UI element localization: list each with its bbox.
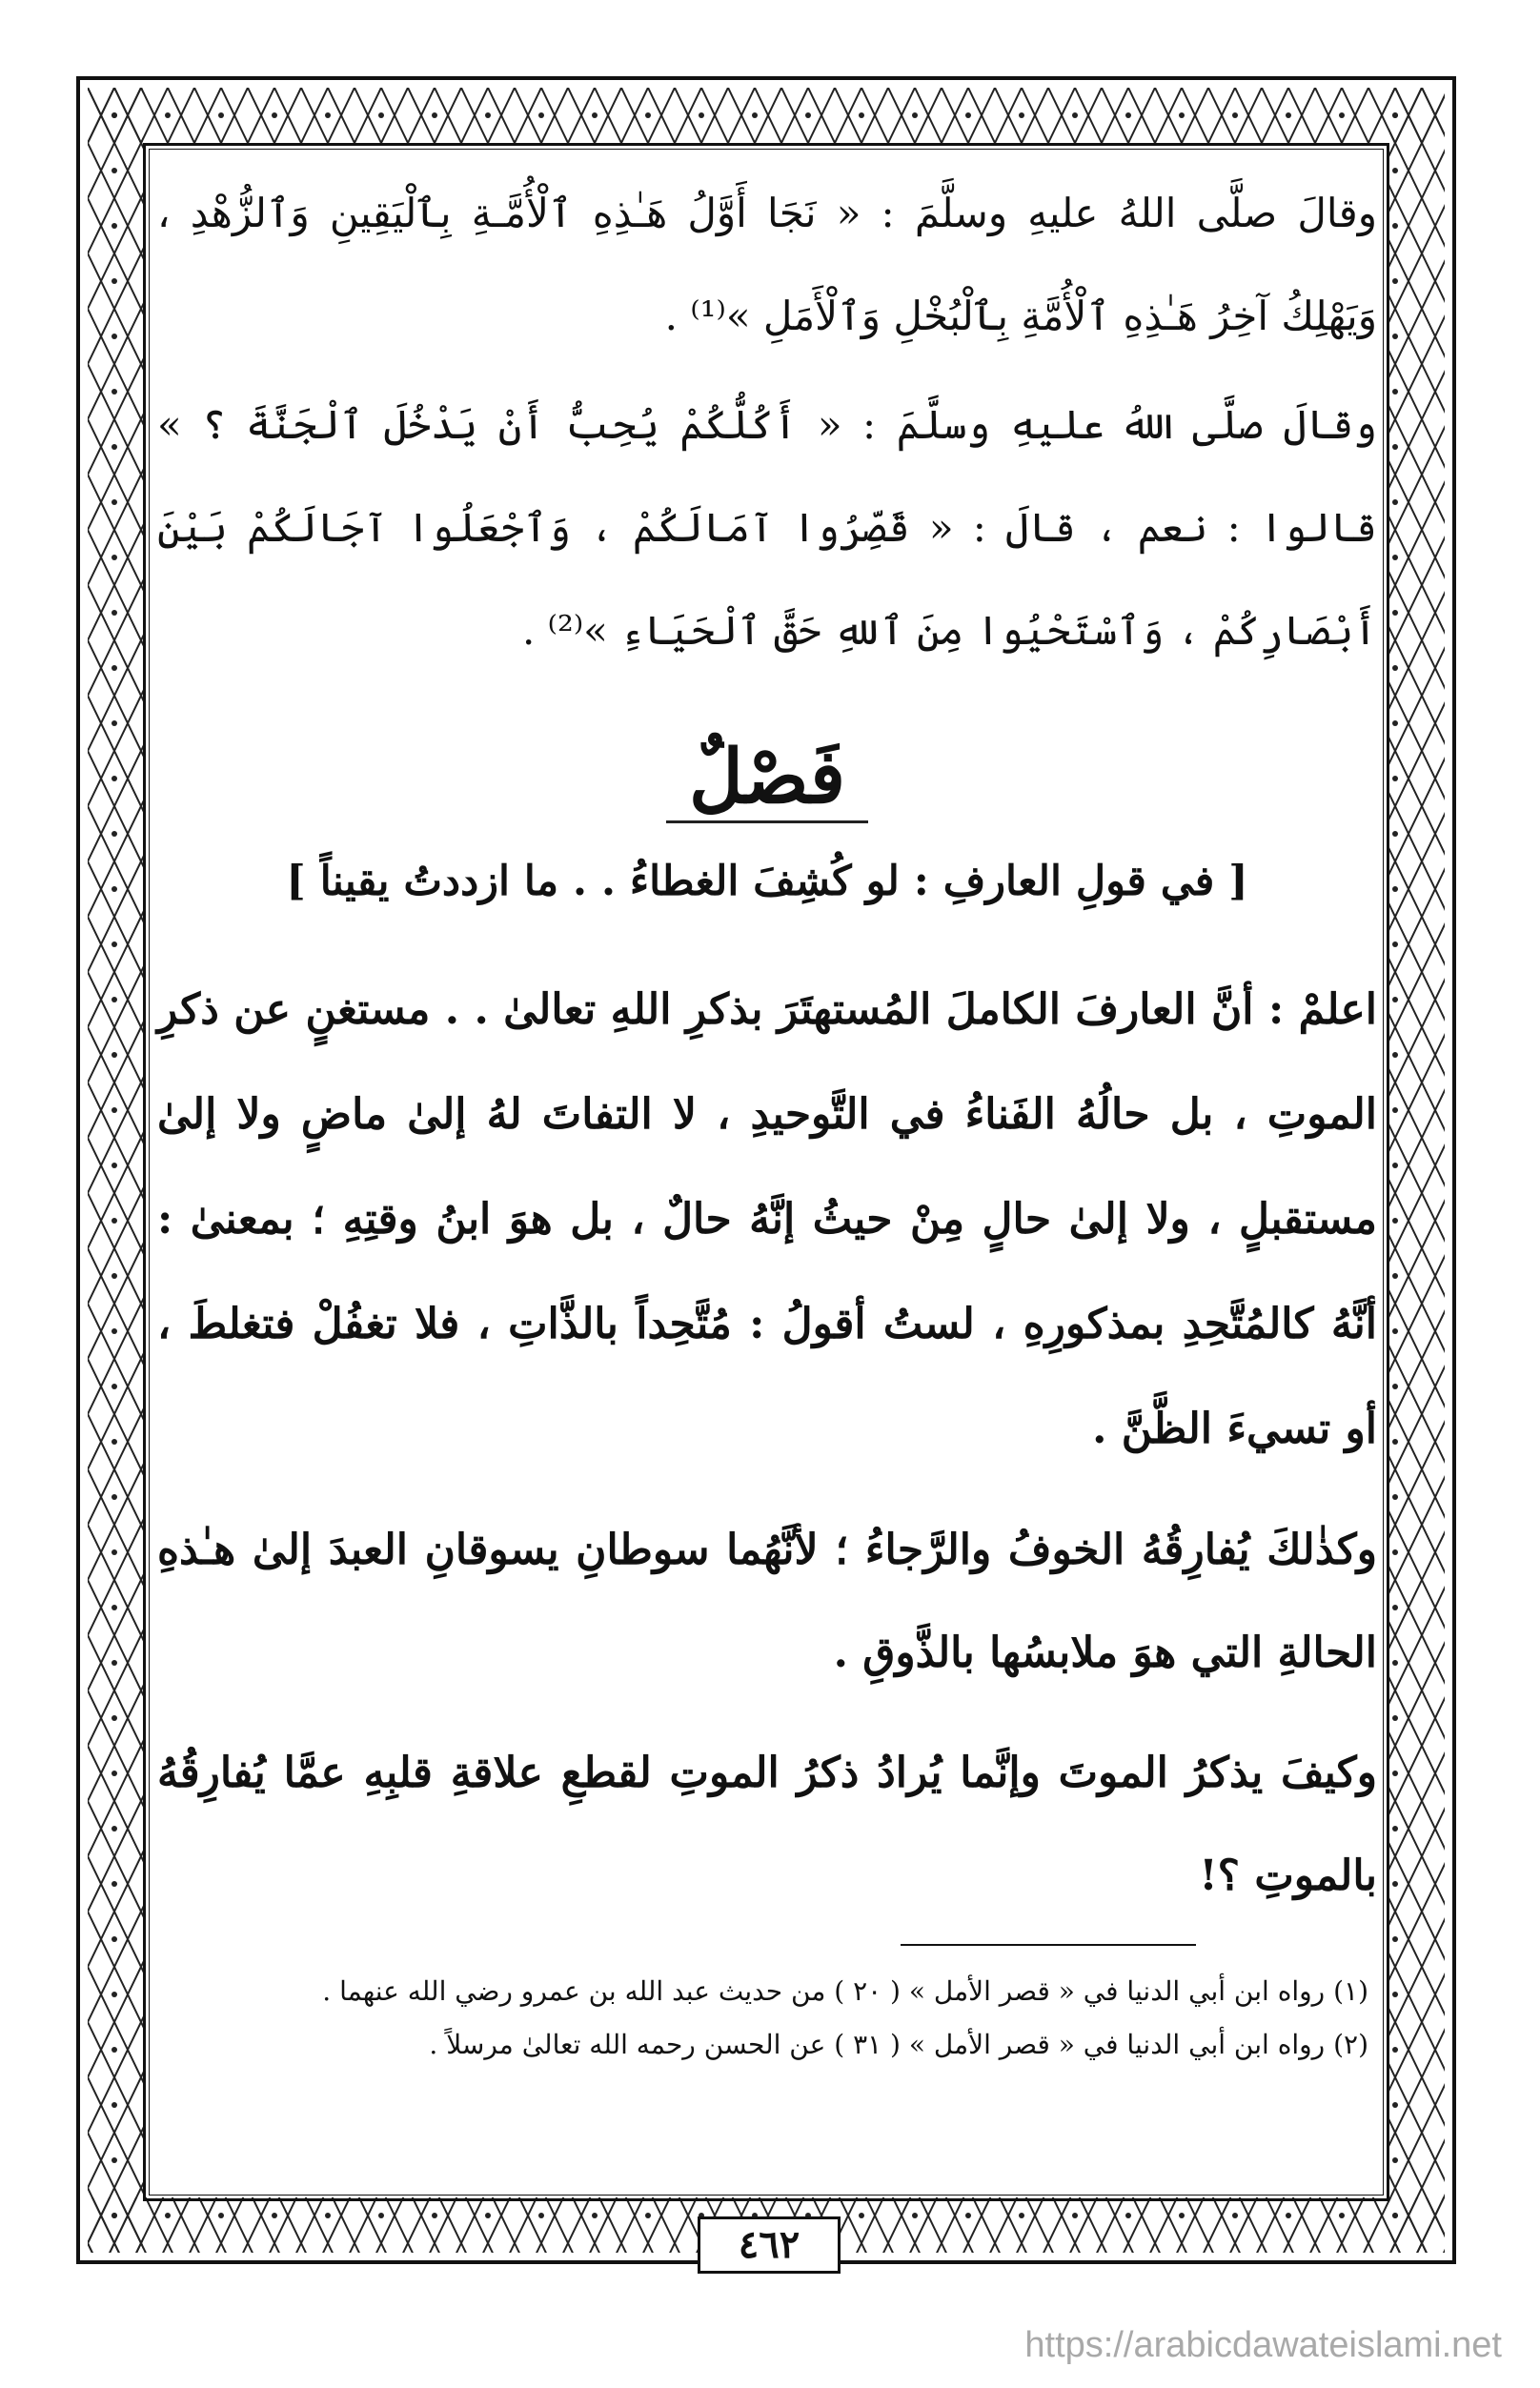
paragraph-hadith-1: وقالَ صلَّى اللهُ عليهِ وسلَّمَ : « نَجَا أَوَّلُ هَـٰذِهِ ٱلْأُمَّـةِ بِٱلْيَقِينِ وَٱلزُّهْدِ ، وَيَهْلِكُ آخِرُ هَـٰذِهِ ٱلْأُمَّةِ بِٱلْبُخْلِ وَٱلْأَمَلِ »⁽¹⁾ . bbox=[157, 190, 1377, 339]
footnote-1: (١) رواه ابن أبي الدنيا في « قصر الأمل » ( ٢٠ ) من حديث عبد الله بن عمرو رضي الله عنهما . bbox=[322, 1975, 1368, 2007]
footnotes bbox=[177, 1965, 1368, 2072]
page-content bbox=[157, 162, 1377, 1900]
footnote-divider bbox=[901, 1944, 1196, 1946]
footnote-2: (٢) رواه ابن أبي الدنيا في « قصر الأمل » ( ٣١ ) عن الحسن رحمه الله تعالىٰ مرسلاً . bbox=[429, 2029, 1368, 2060]
watermark-url: https://arabicdawateislami.net bbox=[1024, 2325, 1502, 2365]
section-heading-text: فَصْلٌ bbox=[666, 734, 868, 823]
page-number: ٤٦٢ bbox=[698, 2216, 841, 2274]
section-heading bbox=[157, 734, 1377, 823]
body-paragraphs bbox=[157, 958, 1377, 1928]
paragraph-hadith-2: وقالَ صلَّى اللهُ عليهِ وسلَّمَ : « أَكُلُّكُمْ يُحِبُّ أَنْ يَدْخُلَ ٱلْجَنَّةَ ؟ » قالوا : نعم ، قالَ : « قَصِّرُوا آمَالَكُمْ ، وَٱجْعَلُوا آجَالَكُمْ بَيْنَ أَبْصَارِكُمْ ، وَٱسْتَحْيُوا مِنَ ٱللهِ حَقَّ ٱلْحَيَاءِ »⁽²⁾ . bbox=[157, 401, 1377, 654]
paragraph-body-2: وكذٰلكَ يُفارِقُهُ الخوفُ والرَّجاءُ ؛ لأنَّهُما سوطانِ يسوقانِ العبدَ إلىٰ هـٰذهِ الحالةِ التي هوَ ملابسُها بالذَّوقِ . bbox=[157, 1526, 1377, 1677]
paragraph-body-1: اعلمْ : أنَّ العارفَ الكاملَ المُستهتَرَ بذكرِ اللهِ تعالىٰ . . مستغنٍ عن ذكرِ الموتِ ، بل حالُهُ الفَناءُ في التَّوحيدِ ، لا التفاتَ لهُ إلىٰ ماضٍ ولا إلىٰ مستقبلٍ ، ولا إلىٰ حالٍ مِنْ حيثُ إنَّهُ حالٌ ، بل هوَ ابنُ وقتِهِ ؛ بمعنىٰ : أنَّهُ كالمُتَّحِدِ بمذكورِهِ ، لستُ أقولُ : مُتَّحِداً بالذَّاتِ ، فلا تغفُلْ فتغلطَ ، أو تسيءَ الظَّنَّ . bbox=[157, 985, 1377, 1453]
paragraph-body-3: وكيفَ يذكرُ الموتَ وإنَّما يُرادُ ذكرُ الموتِ لقطعِ علاقةِ قلبِهِ عمَّا يُفارِقُهُ بالموتِ ؟! bbox=[157, 1749, 1377, 1900]
section-subheading: [ في قولِ العارفِ : لو كُشِفَ الغطاءُ . . ما ازددتُ يقيناً ] bbox=[286, 858, 1248, 905]
